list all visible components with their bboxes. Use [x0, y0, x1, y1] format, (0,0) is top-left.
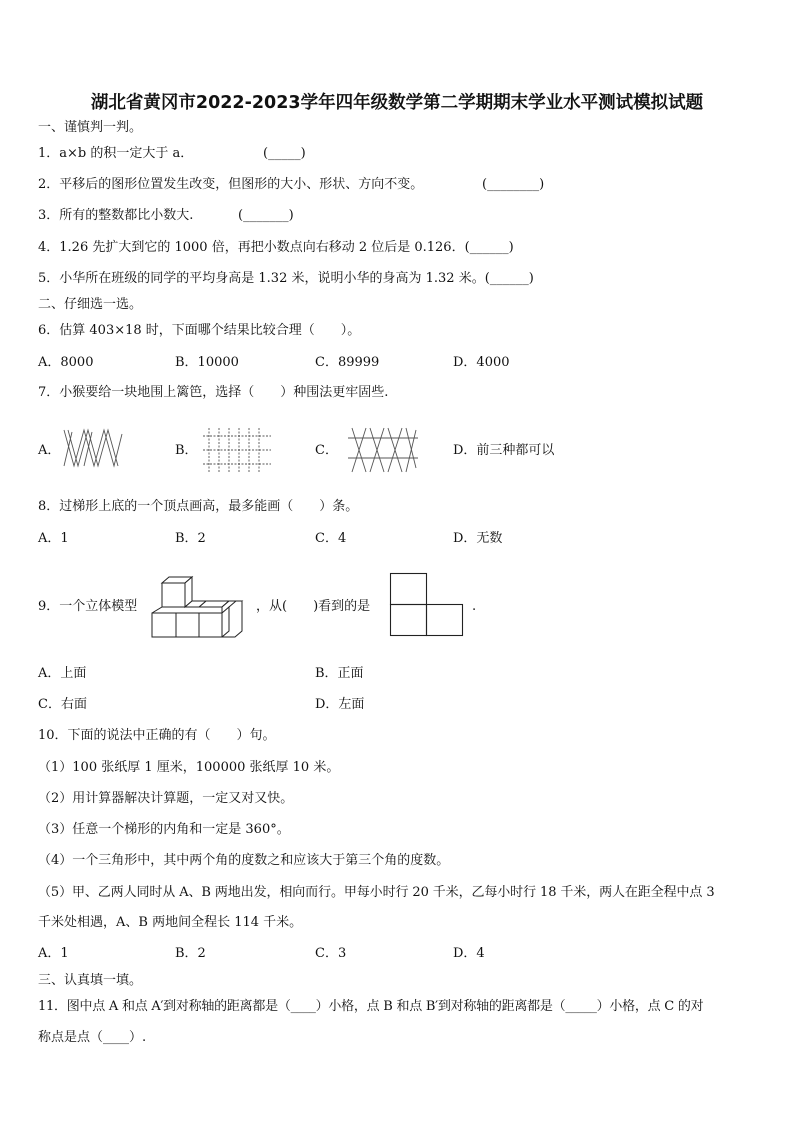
q10-statement-1: （1）100 张纸厚 1 厘米，100000 张纸厚 10 米。: [38, 760, 340, 775]
q6-option-b: B．10000: [175, 355, 239, 370]
q8-option-c: C．4: [315, 531, 347, 546]
question-6: 6．估算 403×18 时，下面哪个结果比较合理（ ）。: [38, 323, 361, 338]
question-11-line1: 11．图中点 A 和点 A′到对称轴的距离都是（____）小格，点 B 和点 B′到对称轴的距离都是（_____）小格，点 C 的对: [38, 999, 704, 1014]
section-heading-3: 三、认真填一填。: [38, 973, 143, 988]
q10-statement-3: （3）任意一个梯形的内角和一定是 360°。: [38, 822, 290, 837]
q6-option-a: A．8000: [38, 355, 94, 370]
q8-option-d: D．无数: [453, 531, 503, 546]
q8-option-a: A．1: [38, 531, 69, 546]
cube-model-figure: [152, 575, 244, 640]
q10-statement-5-cont: 千米处相遇，A、B 两地间全程长 114 千米。: [38, 915, 303, 930]
question-3: 3．所有的整数都比小数大.: [38, 208, 194, 223]
q10-option-c: C．3: [315, 946, 347, 961]
question-8: 8．过梯形上底的一个顶点画高，最多能画（ ）条。: [38, 499, 359, 514]
question-10: 10．下面的说法中正确的有（ ）句。: [38, 728, 276, 743]
question-4: 4．1.26 先扩大到它的 1000 倍，再把小数点向右移动 2 位后是 0.126．(______): [38, 240, 514, 255]
q10-option-b: B．2: [175, 946, 206, 961]
answer-blank-3: (_______): [238, 208, 294, 223]
section-heading-2: 二、仔细选一选。: [38, 297, 143, 312]
question-9-suffix: .: [472, 599, 477, 614]
q10-statement-5: （5）甲、乙两人同时从 A、B 两地出发，相向而行。甲每小时行 20 千米，乙每小时行 18 千米，两人在距全程中点 3: [38, 885, 715, 900]
q7-option-c: C．: [315, 443, 338, 458]
fence-a-figure: [62, 428, 124, 468]
q9-option-d: D．左面: [315, 697, 365, 712]
q7-option-d: D．前三种都可以: [453, 443, 555, 458]
q6-option-c: C．89999: [315, 355, 380, 370]
fence-b-figure: [203, 428, 271, 472]
question-7: 7．小猴要给一块地围上篱笆，选择（ ）种围法更牢固些.: [38, 385, 389, 400]
question-9-prefix: 9．一个立体模型: [38, 599, 138, 614]
q8-option-b: B．2: [175, 531, 206, 546]
q6-option-d: D．4000: [453, 355, 510, 370]
q7-option-a: A．: [38, 443, 61, 458]
q9-option-b: B．正面: [315, 666, 364, 681]
page-title: 湖北省黄冈市2022-2023学年四年级数学第二学期期末学业水平测试模拟试题: [90, 93, 704, 113]
q9-option-c: C．右面: [38, 697, 87, 712]
fence-c-figure: [348, 428, 418, 472]
question-2: 2．平移后的图形位置发生改变，但图形的大小、形状、方向不变。: [38, 177, 424, 192]
q10-statement-2: （2）用计算器解决计算题，一定又对又快。: [38, 791, 294, 806]
question-5: 5．小华所在班级的同学的平均身高是 1.32 米，说明小华的身高为 1.32 米。(______): [38, 271, 534, 286]
q10-option-a: A．1: [38, 946, 69, 961]
question-9-middle: ，从( )看到的是: [256, 599, 371, 614]
question-11-line2: 称点是点（____）.: [38, 1030, 147, 1045]
question-1: 1．a×b 的积一定大于 a．: [38, 146, 194, 161]
answer-blank-1: (_____): [263, 146, 306, 161]
q9-option-a: A．上面: [38, 666, 87, 681]
answer-blank-2: (________): [482, 177, 545, 192]
q7-option-b: B．: [175, 443, 198, 458]
section-heading-1: 一、谨慎判一判。: [38, 120, 143, 135]
view-shape-figure: [390, 573, 464, 637]
q10-option-d: D．4: [453, 946, 485, 961]
q10-statement-4: （4）一个三角形中，其中两个角的度数之和应该大于第三个角的度数。: [38, 853, 450, 868]
